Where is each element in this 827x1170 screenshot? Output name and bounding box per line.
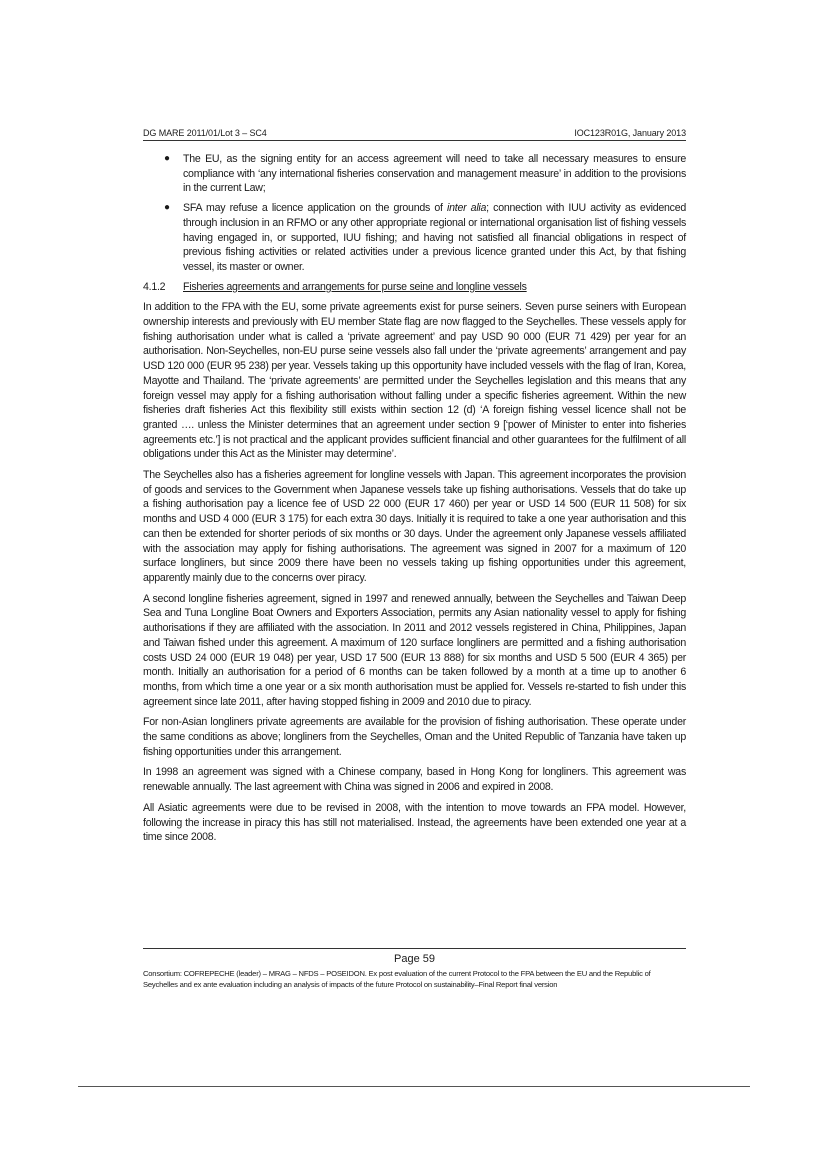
paragraph: In 1998 an agreement was signed with a Chinese company, based in Hong Kong for longliners. This agreement was renewable annually. The last agreement with China was signed in 2006 and expired in 2008. (143, 766, 686, 794)
bullet-text-italic: inter alia (447, 202, 487, 215)
bullet-item (143, 152, 686, 196)
paragraph: The Seychelles also has a fisheries agreement for longline vessels with Japan. This agreement incorporates the provision of goods and services to the Government when Japanese vessels take up fishing authorisations. Vessels that do take up a fishing authorisation pay a licence fee of USD 22 000 (EUR 17 460) per year or USD 14 500 (EUR 11 508) for six months and USD 4 000 (EUR 3 175) for each extra 30 days. Initially it is required to take a one year authorisation and this can then be extended for shorter periods of six months or 30 days. Under the agreement only Japanese vessels affiliated with the association may apply for fishing authorisations. The agreement was signed in 2007 for a maximum of 120 surface longliners, but since 2009 there have been no vessels taking up fishing opportunities under this agreement, apparently mainly due to the concerns over piracy. (143, 469, 686, 584)
section-number: 4.1.2 (143, 280, 166, 293)
footer-note: Consortium: COFREPECHE (leader) – MRAG – NFDS – POSEIDON. Ex post evaluation of the current Protocol to the FPA between the EU and the Republic of Seychelles and ex ante evaluation including an analysis of impacts of the future Protocol on sustainability–Final Report final version (143, 969, 651, 989)
paragraph: A second longline fisheries agreement, signed in 1997 and renewed annually, between the Seychelles and Taiwan Deep Sea and Tuna Longline Boat Owners and Exporters Association, permits any Asian nationality vessel to apply for fishing authorisations if they are affiliated with the association. In 2011 and 2012 vessels registered in China, Philippines, Japan and Taiwan fished under this agreement. A maximum of 120 surface longliners are permitted and a fishing authorisation costs USD 24 000 (EUR 19 048) per year, USD 17 500 (EUR 13 888) for six months and USD 5 500 (EUR 4 365) per month. Initially an authorisation for a period of 6 months can be taken followed by a month at a time up to another 6 months, from which time a one year or a six month authorisation must be applied for. Vessels re-started to fish under this agreement since late 2011, after having stopped fishing in 2009 and 2010 due to piracy. (143, 592, 686, 708)
paragraph: In addition to the FPA with the EU, some private agreements exist for purse seiners. Seven purse seiners with European ownership interests and previously with EU member State flag are now flagged to the Seychelles. These vessels apply for fishing authorisation under what is called a ‘private agreement’ and pay USD 90 000 (EUR 71 429) per year for an authorisation. Non-Seychelles, non-EU purse seine vessels also fall under the ‘private agreements’ arrangement and pay USD 120 000 (EUR 95 238) per year. Vessels taking up this opportunity have included vessels with the flag of Iran, Korea, Mayotte and Thailand. The ‘private agreements’ are permitted under the Seychelles legislation and this means that any foreign vessel may apply for a fishing authorisation without falling under a specific fisheries agreement. Within the new fisheries draft fisheries Act this flexibility still exists within section 12 (d) ‘A foreign fishing vessel licence shall not be granted …. unless the Minister determines that an agreement under section 9 [‘power of Minister to enter into fisheries agreements etc.’] is not practical and the applicant provides sufficient financial and other guarantees for the fulfilment of all obligations under this Act as the Minister may determine’. (143, 301, 686, 461)
page-footer (143, 948, 686, 990)
paragraph: For non-Asian longliners private agreements are available for the provision of fishing authorisation. These operate under the same conditions as above; longliners from the Seychelles, Oman and the United Republic of Tanzania have taken up fishing opportunities under this arrangement. (143, 716, 686, 758)
page-number: Page 59 (394, 953, 435, 965)
bullet-list (143, 152, 686, 275)
bullet-text-end: ; connection with IUU activity as evidenced through inclusion in an RFMO or any other appropriate regional or international organisation list of fishing vessels having engaged in, or supported, IUU fishing; and having not satisfied all financial obligations in respect of previous fishing activities or related activities under a previous licence granted under this Act, by that fishing vessel, its master or owner. (183, 202, 686, 273)
page-body (143, 152, 686, 851)
page-header (143, 128, 686, 141)
bullet-text: The EU, as the signing entity for an access agreement will need to take all necessary measures to ensure compliance with ‘any international fisheries conservation and management measure’ in addition to the provisions in the current Law; (183, 153, 686, 195)
paragraph: All Asiatic agreements were due to be revised in 2008, with the intention to move towards an FPA model. However, following the increase in piracy this has still not materialised. Instead, the agreements have been extended one year at a time since 2008. (143, 801, 686, 844)
bullet-icon: ● (164, 202, 170, 214)
bullet-icon: ● (164, 153, 170, 164)
section-title: Fisheries agreements and arrangements for purse seine and longline vessels (183, 280, 527, 293)
header-right-text: IOC123R01G, January 2013 (574, 128, 686, 138)
bottom-divider (78, 1086, 750, 1087)
bullet-text-start: SFA may refuse a licence application on the grounds of (183, 202, 447, 215)
section-heading (143, 280, 686, 295)
header-left-text: DG MARE 2011/01/Lot 3 – SC4 (143, 128, 267, 138)
bullet-item (143, 201, 686, 275)
